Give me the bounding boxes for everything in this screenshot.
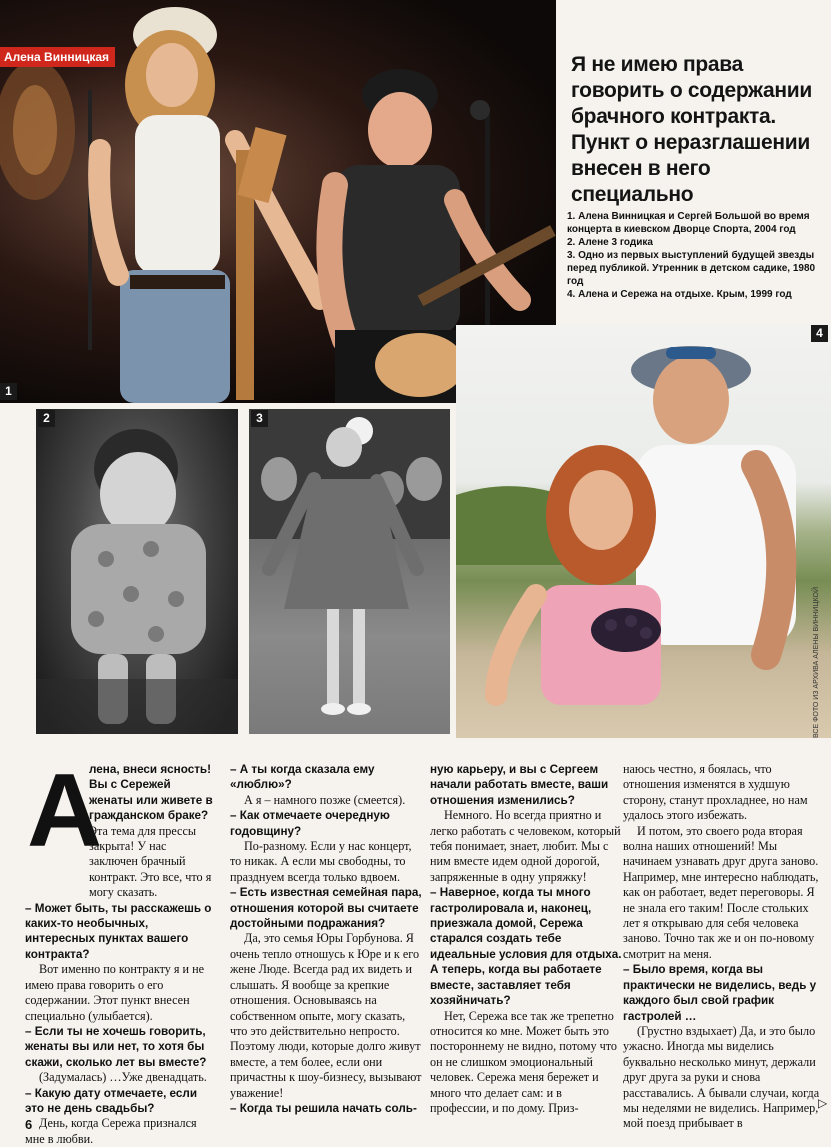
text-column-3 [430,762,622,1116]
photo-number-1: 1 [0,383,17,400]
child-photo [36,409,238,734]
answer: По-разному. Если у нас концерт, то никак. А если мы свободны, то празднуем всегда только вдвоем. [230,839,412,884]
answer: Немного. Но всегда приятно и легко работать с человеком, который тебя понимает, знает, любит. Мы с ним вместе идем одной дорогой, запряженные в одну упряжку! [430,808,621,884]
question: – Было время, когда вы практически не виделись, ведь у каждого был свой график гастролей … [623,963,817,1023]
page-number: 6 [25,1117,33,1132]
question: – Какую дату отмечаете, если это не день свадьбы? [25,1086,198,1115]
kindergarten-photo [249,409,450,734]
text-column-4 [623,762,821,1132]
pull-quote: Я не имею права говорить о содержании брачного контракта. Пункт о неразглашении внесен в него специально [571,53,813,206]
answer: (Грустно вздыхает) Да, и это было ужасно. Иногда мы виделись буквально несколько минут, держали друг друга за руки и снова расставались. А бывали случаи, когда мы неделями не виделись. Например, мой поезд прибывает в [623,1023,820,1131]
photo-number-3: 3 [251,410,268,427]
question: ную карьеру, и вы с Сергеем начали работать вместе, ваши отношения изменились? [430,763,609,807]
question: – А ты когда сказала ему «люблю»? [230,763,375,792]
text-column-1 [25,753,215,1147]
answer: А я – намного позже (смеется). [244,792,406,807]
drop-cap: А [27,753,103,869]
name-tag: Алена Винницкая [0,47,115,67]
answer: Вот именно по контракту я и не имею права говорить о его содержании. Этот пункт внесен специально (улыбается). [25,962,205,1023]
question: – Как отмечаете очередную годовщину? [230,809,390,838]
photo-number-4: 4 [811,325,828,342]
answer: День, когда Сережа признался мне в любви. [25,1116,197,1146]
question: лена, внеси ясность! Вы с Сережей женаты или живете в гражданском браке? [89,763,213,823]
photo-captions [567,210,817,301]
answer: Нет, Сережа все так же трепетно относится ко мне. Может быть это постороннему не видно, потому что он не слишком эмоциональный человек. Сережа меня бережет и много что делает сам: и в профессии, и по дому. Приз- [430,1008,617,1115]
photo-number-2: 2 [38,410,55,427]
answer: Эта тема для прессы закрыта! У нас заключен брачный контракт. Это все, что я могу сказать. [89,823,212,900]
caption-1: 1. Алена Винницкая и Сергей Большой во время концерта в киевском Дворце Спорта, 2004 год [567,211,810,235]
answer: наюсь честно, я боялась, что отношения изменятся в худшую сторону, станут прохладнее, но нам удалось этого избежать. [623,762,808,823]
photo-credit: ВСЕ ФОТО ИЗ АРХИВА АЛЕНЫ ВИННИЦКОЙ [813,587,820,738]
caption-2: 2. Алене 3 годика [567,237,653,248]
text-column-2 [230,762,422,1116]
caption-4: 4. Алена и Сережа на отдыхе. Крым, 1999 год [567,289,792,300]
question: – Наверное, когда ты много гастролировала и, наконец, приезжала домой, Сережа старался создать тебе идеальные условия для отдыха. А теперь, когда вы работаете вместе, заставляет тебя хозяйничать? [430,886,622,1008]
answer: (Задумалась) …Уже двенадцать. [39,1070,207,1085]
question: – Когда ты решила начать соль- [230,1101,417,1115]
continue-arrow-icon: ▷ [818,1096,828,1110]
caption-3: 3. Одно из первых выступлений будущей звезды перед публикой. Утренник в детском садике, 1980 год [567,250,816,287]
couple-photo [456,325,831,738]
question: – Есть известная семейная пара, отношения которой вы считаете достойными подражания? [230,886,422,931]
answer: Да, это семья Юры Горбунова. Я очень тепло отношусь к Юре и к его жене Люде. Всегда рад их видеть и слышать. Я вообще за крепкие отношения. Основываясь на собственном опыте, могу сказать, что это действительно непросто. Поэтому люди, которые долго живут вместе, а тем более, если они причастны к шоу-бизнесу, вызывают уважение! [230,931,422,1100]
question: – Если ты не хочешь говорить, женаты вы или нет, то хотя бы скажи, сколько лет вы вместе? [25,1024,207,1069]
question: – Может быть, ты расскажешь о каких-то необычных, интересных пунктах вашего контракта? [25,901,212,961]
answer: И потом, это своего рода вторая волна наших отношений! Мы начинаем узнавать друг друга заново. Например, мне интересно наблюдать, как он работает, ведет переговоры. Я не знала его таким! После стольких лет я открываю для себя человека заново. Точно так же и он по-новому смотрит на меня. [623,823,819,961]
